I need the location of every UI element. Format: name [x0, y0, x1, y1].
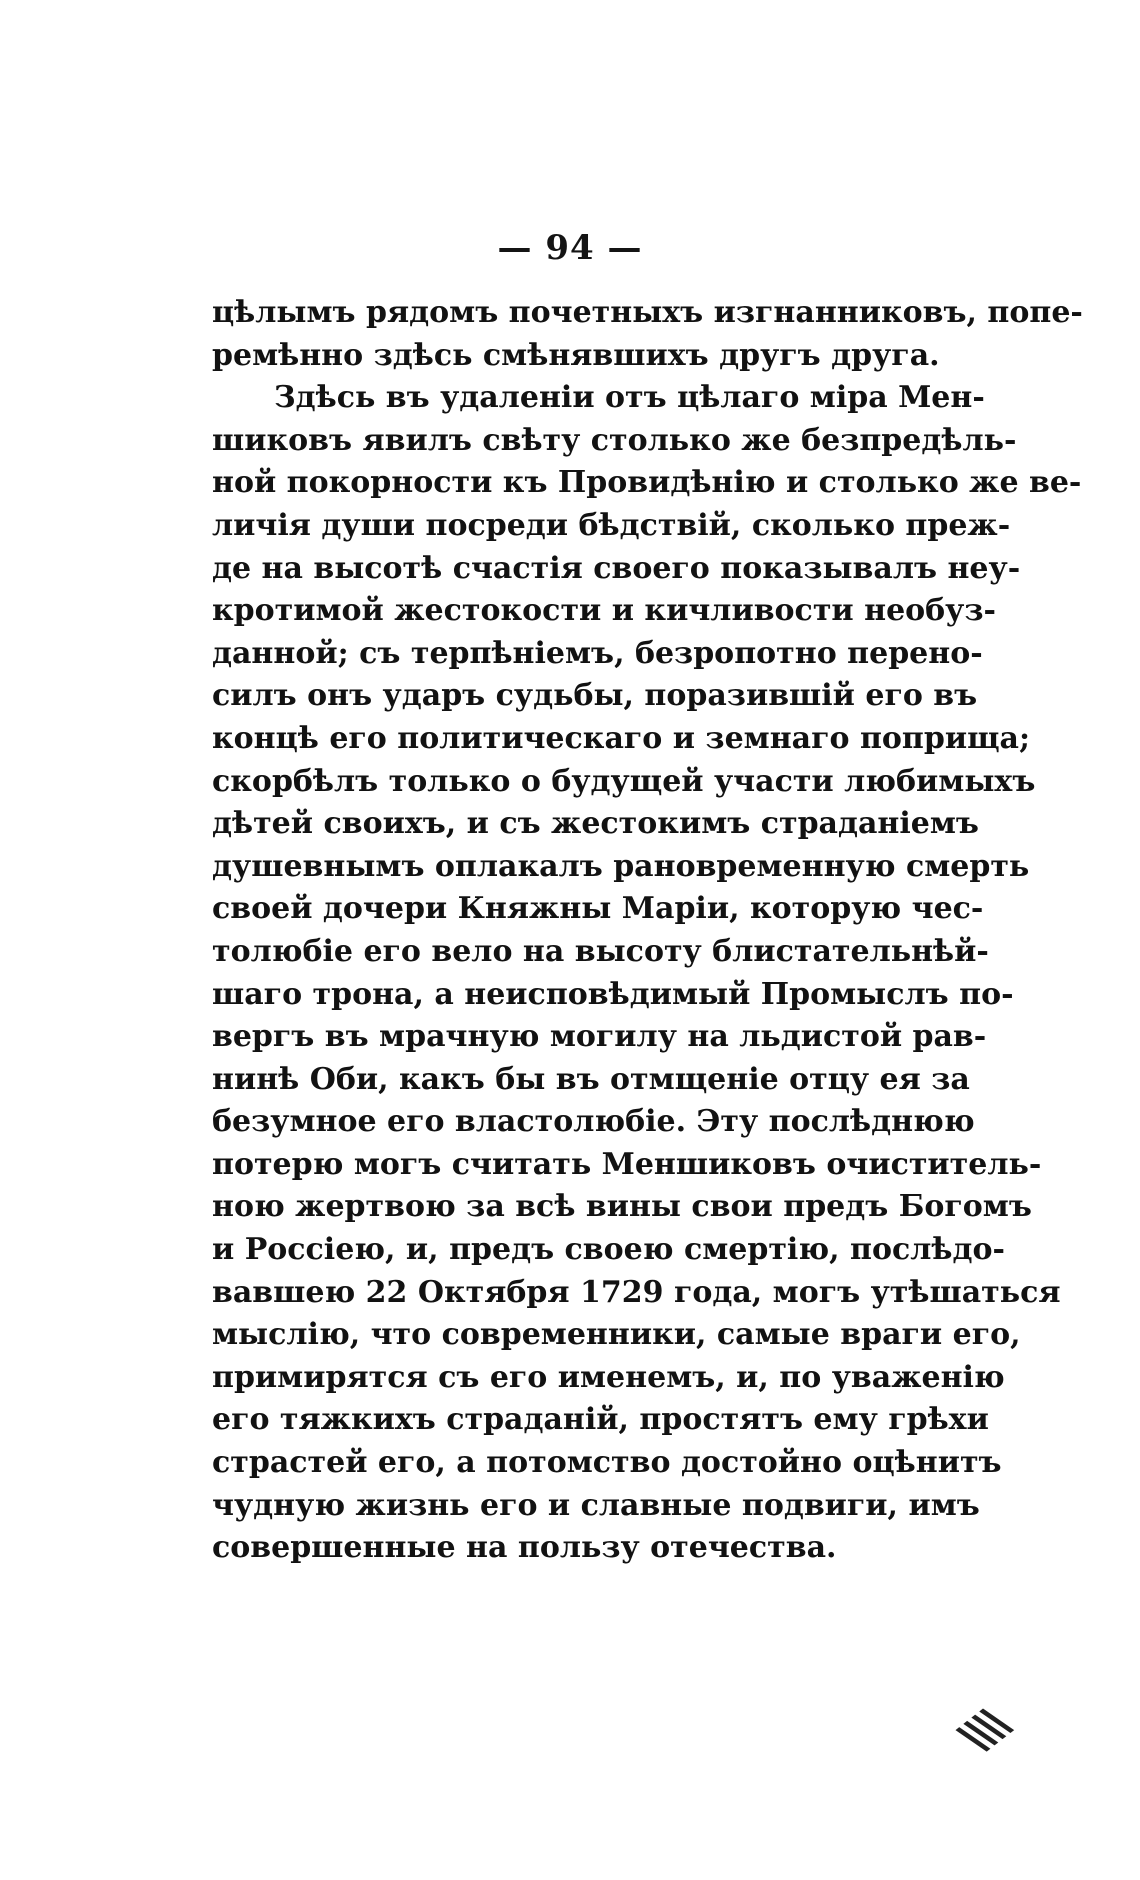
text-line: своей дочери Княжны Маріи, которую чес-	[212, 891, 984, 927]
text-line: его тяжкихъ страданій, простятъ ему грѣхи	[212, 1402, 989, 1438]
text-line: толюбіе его вело на высоту блистательнѣй-	[212, 933, 989, 969]
text-line: душевнымъ оплакалъ рановременную смерть	[212, 848, 1030, 884]
text-line: безумное его властолюбіе. Эту послѣднюю	[212, 1104, 975, 1140]
text-line: совершенные на пользу отечества.	[212, 1530, 837, 1566]
text-line: личія души посреди бѣдствій, сколько преж-	[212, 507, 1011, 543]
text-line: чудную жизнь его и славные подвиги, имъ	[212, 1487, 980, 1523]
text-line: нинѣ Оби, какъ бы въ отмщеніе отцу ея за	[212, 1061, 970, 1097]
text-line: ремѣнно здѣсь смѣнявшихъ другъ друга.	[212, 337, 940, 373]
page-number: — 94 —	[497, 228, 643, 268]
text-line: дѣтей своихъ, и съ жестокимъ страданіемъ	[212, 806, 979, 842]
text-line: концѣ его политическаго и земнаго поприща;	[212, 720, 1031, 756]
text-line: шиковъ явилъ свѣту столько же безпредѣль-	[212, 422, 1017, 458]
text-line: ною жертвою за всѣ вины свои предъ Богомъ	[212, 1189, 1032, 1225]
text-line: кротимой жестокости и кичливости необуз-	[212, 593, 996, 629]
text-line: страстей его, а потомство достойно оцѣнитъ	[212, 1445, 1002, 1481]
margin-ink-mark: \\\\	[950, 1699, 1014, 1764]
text-line: и Россіею, и, предъ своею смертію, послѣдо-	[212, 1232, 1005, 1268]
body-text	[212, 292, 1083, 1570]
paragraph-first-line: Здѣсь въ удаленіи отъ цѣлаго міра Мен-	[274, 380, 985, 416]
text-line: ной покорности къ Провидѣнію и столько же ве-	[212, 465, 1082, 501]
text-line: мыслію, что современники, самые враги его,	[212, 1317, 1021, 1353]
text-line: шаго трона, а неисповѣдимый Промыслъ по-	[212, 976, 1014, 1012]
text-line: данной; съ терпѣніемъ, безропотно перено-	[212, 635, 983, 671]
text-line: примирятся съ его именемъ, и, по уваженію	[212, 1359, 1005, 1395]
text-line: вавшею 22 Октября 1729 года, могъ утѣшаться	[212, 1274, 1061, 1310]
text-line: вергъ въ мрачную могилу на льдистой рав-	[212, 1019, 987, 1055]
text-line: силъ онъ ударъ судьбы, поразившій его въ	[212, 678, 978, 714]
text-line: де на высотѣ счастія своего показывалъ неу-	[212, 550, 1021, 586]
text-line: цѣлымъ рядомъ почетныхъ изгнанниковъ, попе-	[212, 295, 1083, 330]
text-line: скорбѣлъ только о будущей участи любимыхъ	[212, 763, 1036, 799]
text-line: потерю могъ считать Меншиковъ очиститель-	[212, 1146, 1042, 1182]
